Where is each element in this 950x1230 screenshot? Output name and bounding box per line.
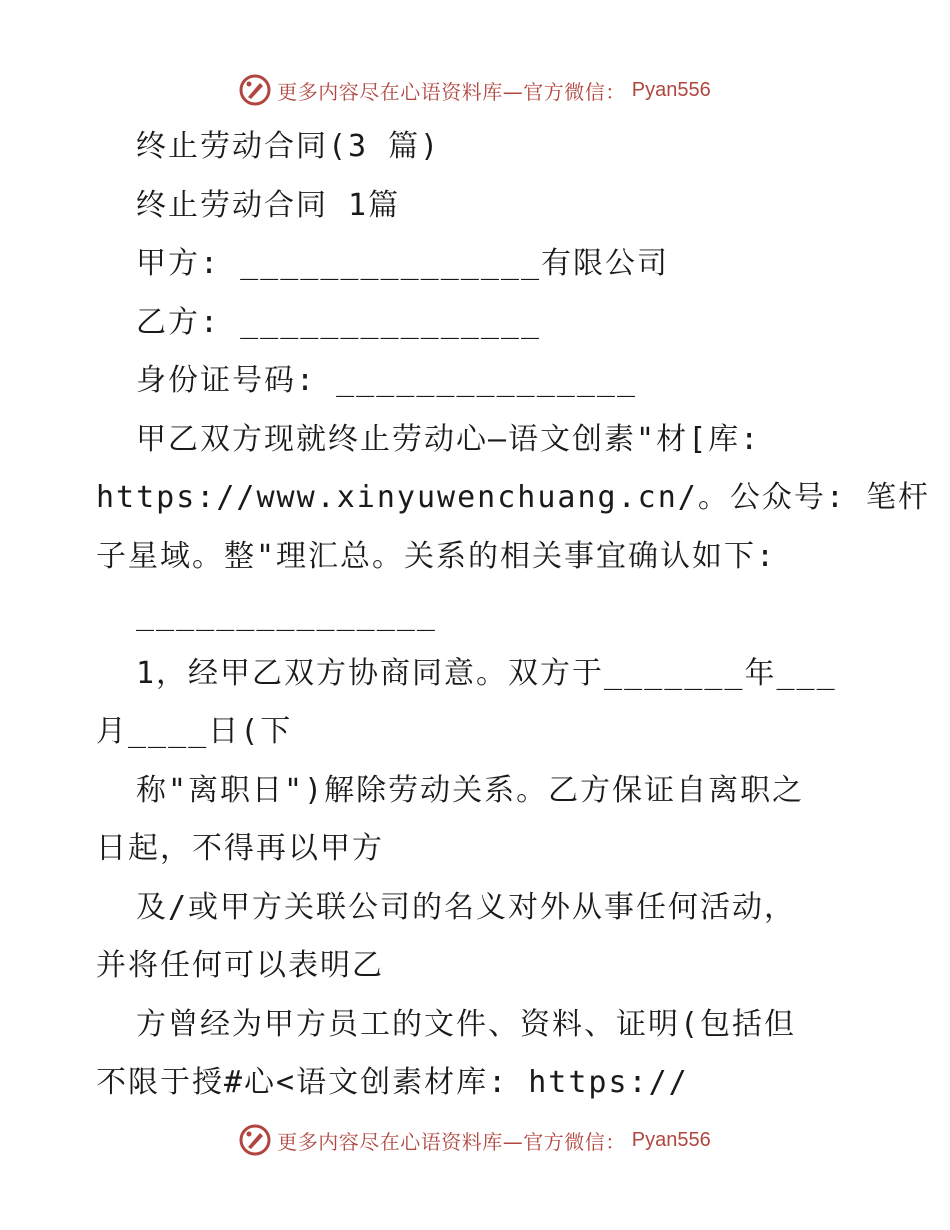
pen-logo-icon	[239, 1124, 271, 1156]
watermark-wechat-id: Pyan556	[631, 78, 711, 101]
text-line: 并将任何可以表明乙	[96, 948, 384, 983]
text-line: 甲乙双方现就终止劳动心—语文创素"材[库:	[136, 421, 761, 457]
text-line: 子星域。整"理汇总。关系的相关事宜确认如下:	[96, 538, 777, 574]
text-line: 日起，不得再以甲方	[96, 831, 384, 866]
text-line: 身份证号码: _______________	[136, 363, 638, 398]
text-line: 终止劳动合同(3 篇)	[136, 129, 441, 164]
text-line: 及/或甲方关联公司的名义对外从事任何活动，	[136, 889, 797, 925]
document-body	[96, 118, 930, 1113]
text-line: 1，经甲乙双方协商同意。双方于_______年___	[136, 655, 837, 691]
watermark-text: 更多内容尽在心语资料库—官方微信：	[277, 1129, 626, 1154]
text-line: 终止劳动合同 1篇	[136, 187, 401, 223]
pen-logo-icon	[239, 74, 271, 106]
text-line: 不限于授#心<语文创素材库: https://	[96, 1065, 689, 1100]
text-line: _______________	[136, 597, 437, 632]
text-line: 称"离职日")解除劳动关系。乙方保证自离职之	[136, 772, 805, 808]
text-line: 乙方: _______________	[136, 304, 542, 340]
watermark-text: 更多内容尽在心语资料库—官方微信：	[277, 79, 626, 104]
text-line: https://www.xinyuwenchuang.cn/。公众号: 笔杆	[96, 480, 930, 515]
footer-watermark	[0, 1120, 950, 1160]
watermark-wechat-id: Pyan556	[631, 1128, 711, 1151]
text-line: 甲方: _______________有限公司	[136, 246, 670, 281]
text-line: 月____日(下	[96, 714, 293, 749]
header-watermark	[0, 70, 950, 110]
text-line: 方曾经为甲方员工的文件、资料、证明(包括但	[136, 1006, 797, 1042]
